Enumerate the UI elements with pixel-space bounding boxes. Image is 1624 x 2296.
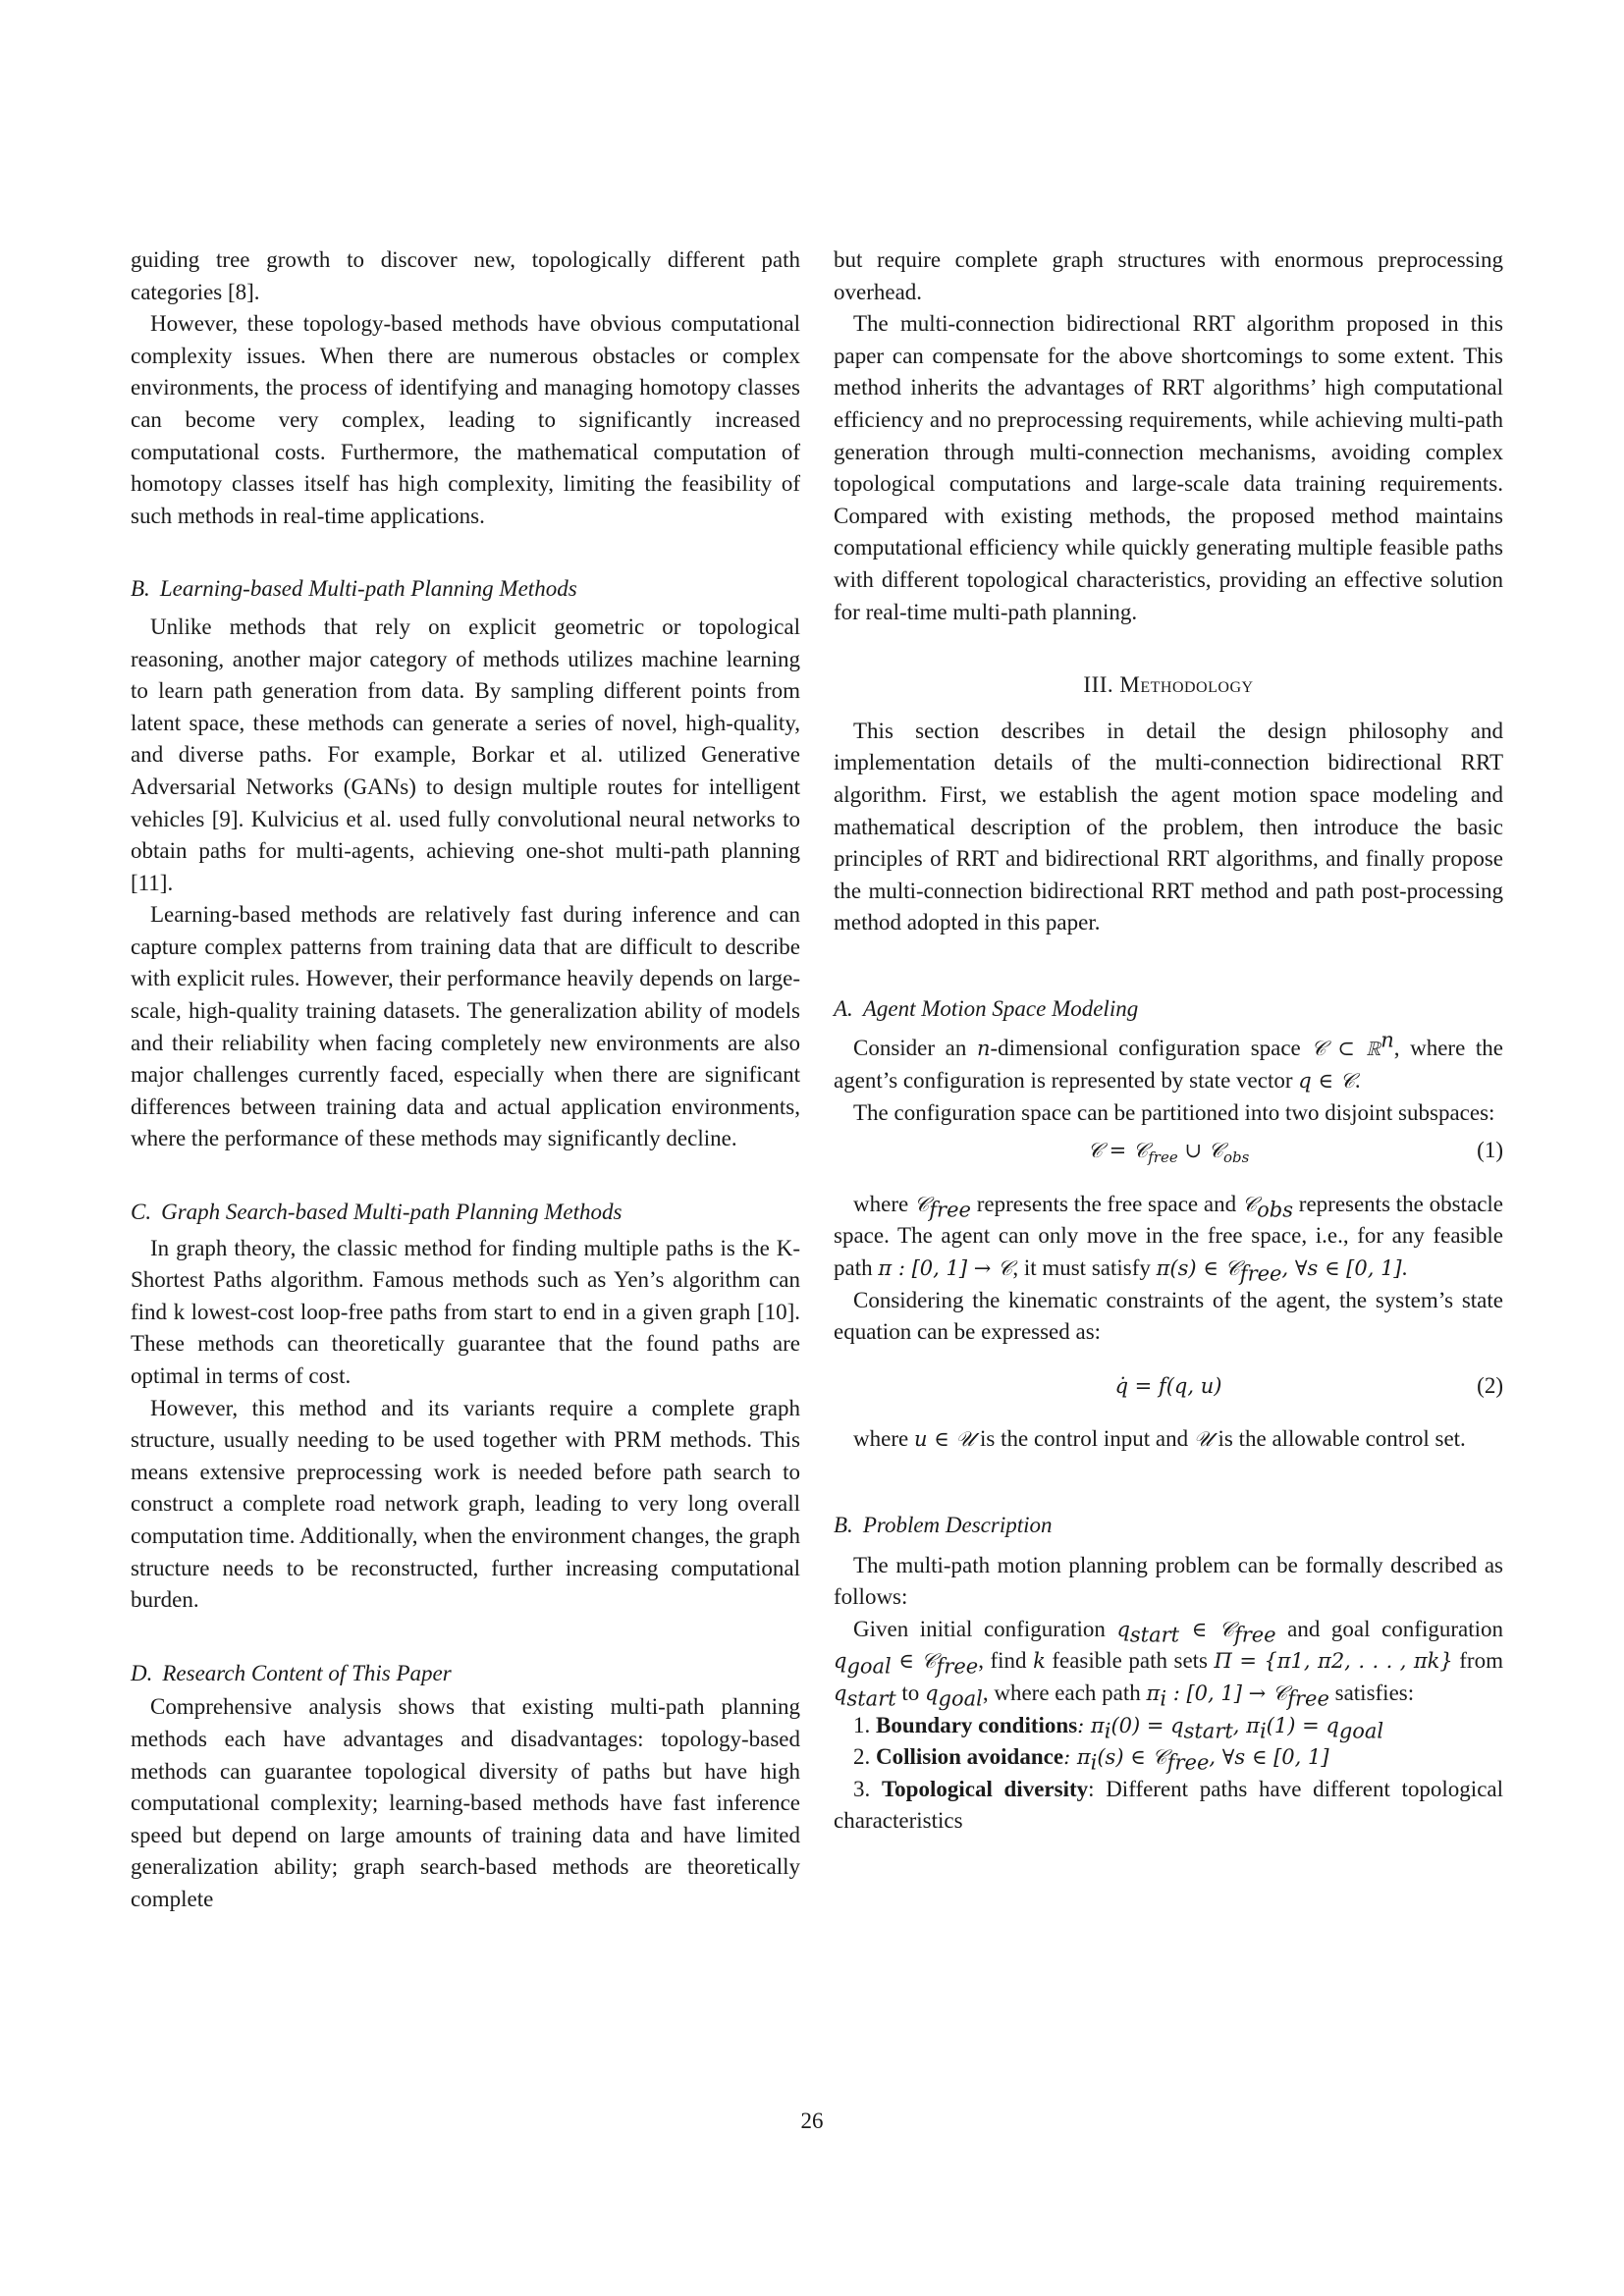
paragraph-graph-2: However, this method and its variants require a complete graph structure, usually needing to be used together with PRM methods. This means extensive preprocessing work is needed before path search to construct a complete road network graph, leading to very long overall computation time. Additionally, when the environment changes, the graph structure needs to be reconstructed, further increasing computational burden.	[131, 1395, 800, 1613]
math: ∈	[1179, 1617, 1219, 1641]
math-sub: i	[1259, 1719, 1267, 1743]
math: q	[1116, 1617, 1130, 1641]
text: , where each path	[982, 1680, 1147, 1705]
math-sub: free	[929, 1198, 971, 1222]
subsection-label: D.	[131, 1660, 153, 1685]
equation-number: (1)	[1477, 1138, 1503, 1163]
math: (s) ∈ 𝒞	[1097, 1745, 1167, 1770]
text: represents the free space and	[970, 1191, 1242, 1216]
math-sub: i	[1104, 1719, 1111, 1743]
text: Given initial configuration	[853, 1616, 1117, 1641]
math: (0) = q	[1110, 1713, 1184, 1737]
text: satisfies:	[1328, 1680, 1415, 1705]
math: u ∈ 𝒰	[913, 1427, 975, 1452]
list-number: 1.	[853, 1712, 871, 1737]
subsection-title: Graph Search-based Multi-path Planning Methods	[161, 1200, 623, 1225]
math: 𝒞	[1272, 1681, 1288, 1705]
text: and goal configuration	[1275, 1616, 1503, 1641]
math: Π = {π	[1214, 1649, 1291, 1674]
subsection-label: C.	[131, 1200, 152, 1225]
subsection-title: Research Content of This Paper	[162, 1660, 452, 1685]
math: 𝒰	[1193, 1427, 1213, 1452]
condition-boundary	[834, 1710, 1503, 1742]
right-column	[834, 244, 1503, 1838]
subsection-heading-d	[131, 1658, 800, 1690]
text: Consider an	[853, 1036, 977, 1061]
math-sub: free	[1148, 1148, 1178, 1167]
paragraph-control-input	[834, 1423, 1503, 1456]
subsection-label: B.	[834, 1513, 853, 1537]
subsection-heading-c	[131, 1197, 800, 1229]
paragraph-learning-2: Learning-based methods are relatively fast during inference and can capture complex patterns from training data that are difficult to describe with explicit rules. However, their performance heavily depends on large-scale, high-quality training datasets. The generalization ability of models and their reliability when facing completely new environments are also major challenges currently faced, especially when there are significant differences between training data and actual application environments, where the performance of these methods may significantly decline.	[131, 902, 800, 1151]
math-sub: free	[1287, 1686, 1329, 1711]
paragraph-methodology-intro: This section describes in detail the design philosophy and implementation details of the multi-connection bidirectional RRT algorithm. First, we establish the agent motion space modeling and mathematical description of the problem, then introduce the basic principles of RRT and bidirectional RRT algorithms, and finally propose the multi-connection bidirectional RRT method and path post-processing method adopted in this paper.	[834, 718, 1503, 935]
math: k	[1033, 1649, 1046, 1674]
subsection-title: Learning-based Multi-path Planning Methods	[159, 576, 577, 602]
math: π(s) ∈ 𝒞	[1156, 1256, 1240, 1281]
paragraph-problem-statement	[834, 1614, 1503, 1710]
condition-label: Topological diversity	[881, 1776, 1089, 1801]
math-config-space: 𝒞 ⊂ ℝ	[1311, 1037, 1381, 1061]
math-superscript: n	[1380, 1028, 1394, 1052]
paragraph-config-space	[834, 1028, 1503, 1096]
math-sub: free	[936, 1654, 979, 1679]
math-sub: goal	[938, 1686, 983, 1711]
text: where	[853, 1191, 914, 1216]
math-n: n	[976, 1037, 991, 1061]
paragraph-learning-1: Unlike methods that rely on explicit geometric or topological reasoning, another major category of methods utilizes machine learning to learn path generation from data. By sampling different points from latent space, these methods can generate a series of novel, high-quality, and diverse paths. For example, Borkar et al. utilized Generative Adversarial Networks (GANs) to design multiple routes for intelligent vehicles [9]. Kulvicius et al. used fully convolutional neural networks to obtain paths for multi-agents, achieving one-shot multi-path planning [11].	[131, 614, 800, 895]
math: 𝒞	[913, 1192, 930, 1216]
text: .	[1401, 1255, 1408, 1281]
math: q	[834, 1681, 847, 1705]
subsection-title: Agent Motion Space Modeling	[862, 995, 1139, 1021]
math: , ∀s ∈ [0, 1]	[1281, 1256, 1402, 1281]
subsection-title: Problem Description	[862, 1513, 1053, 1537]
equation-2	[834, 1370, 1503, 1403]
math-sub: free	[1166, 1750, 1210, 1775]
math: ∪ 𝒞	[1177, 1139, 1223, 1163]
text: feasible path sets	[1045, 1648, 1215, 1674]
paragraph-graph-1: In graph theory, the classic method for finding multiple paths is the K-Shortest Paths algorithm. Famous methods such as Yen’s algorithm can find k lowest-cost loop-free paths from start to end in a given graph [10]. These methods can theoretically guarantee that the found paths are optimal in terms of cost.	[131, 1235, 800, 1388]
math: 𝒞	[1241, 1192, 1258, 1216]
subsection-heading-problem	[834, 1510, 1503, 1542]
math: 𝒞	[921, 1649, 937, 1674]
left-column	[131, 244, 800, 1916]
equation-number: (2)	[1477, 1372, 1503, 1398]
math-sub: i	[1090, 1750, 1098, 1775]
math: π : [0, 1] → 𝒞	[878, 1256, 1013, 1281]
text: , it must satisfy	[1012, 1255, 1157, 1281]
subsection-heading-b	[131, 573, 800, 606]
math-sub: goal	[846, 1654, 892, 1679]
paragraph-proposed-method: The multi-connection bidirectional RRT algorithm proposed in this paper can compensate for the above shortcomings to some extent. This method inherits the advantages of RRT algorithms’ high computational efficiency and no preprocessing requirements, while achieving multi-path generation through multi-connection mechanisms, avoiding complex topological computations and large-scale data training requirements. Compared with existing methods, the proposed method maintains computational efficiency while quickly generating multiple feasible paths with different topological characteristics, providing an effective solution for real-time multi-path planning.	[834, 311, 1503, 624]
condition-label: Boundary conditions	[876, 1712, 1078, 1737]
paragraph-topology-issues: However, these topology-based methods have obvious computational complexity issues. When there are numerous obstacles or complex environments, the process of identifying and managing homotopy classes can become very complex, leading to significantly increased computational costs. Furthermore, the mathematical computation of homotopy classes itself has high complexity, limiting the feasibility of such methods in real-time applications.	[131, 311, 800, 528]
text: : Different paths have different topological characteristics	[834, 1776, 1504, 1834]
text: , find	[978, 1648, 1034, 1674]
math-sub: i	[1160, 1686, 1167, 1711]
math-sub: free	[1233, 1623, 1276, 1647]
math-state-vector: q ∈ 𝒞	[1298, 1069, 1355, 1094]
math-sub: obs	[1257, 1198, 1294, 1222]
list-number: 3.	[853, 1776, 871, 1801]
paragraph-partition: The configuration space can be partitioned into two disjoint subspaces:	[853, 1099, 1495, 1125]
text: -dimensional configuration space	[990, 1036, 1312, 1061]
subsection-heading-agent-motion	[834, 993, 1503, 1026]
math: 1, π2, . . . , πk}	[1290, 1649, 1453, 1674]
math: (1) = q	[1266, 1713, 1339, 1737]
math: q	[925, 1681, 939, 1705]
math: : π	[1077, 1713, 1105, 1737]
text: from	[1452, 1648, 1503, 1674]
subsection-label: A.	[834, 995, 853, 1021]
condition-label: Collision avoidance	[876, 1744, 1064, 1770]
text: where	[853, 1426, 914, 1452]
equation-expression: q̇ = f(q, u)	[1114, 1373, 1222, 1398]
math: 𝒞 = 𝒞	[1087, 1139, 1149, 1163]
paragraph-continued: but require complete graph structures with enormous preprocessing overhead.	[834, 247, 1503, 304]
text: is the allowable control set.	[1212, 1426, 1466, 1452]
paragraph-problem-intro: The multi-path motion planning problem can be formally described as follows:	[834, 1552, 1503, 1610]
math-sub: start	[1183, 1719, 1233, 1743]
text: to	[895, 1680, 926, 1705]
math: ∈	[891, 1649, 922, 1674]
equation-expression	[1087, 1139, 1250, 1167]
math: π	[1146, 1681, 1161, 1705]
section-heading-methodology: III. Methodology	[1083, 672, 1254, 698]
math-sub: obs	[1222, 1148, 1250, 1167]
paragraph-intro-continued: guiding tree growth to discover new, topologically different path categories [8].	[131, 247, 800, 304]
list-number: 2.	[853, 1744, 871, 1770]
math-sub: start	[1129, 1623, 1180, 1647]
condition-collision	[834, 1741, 1503, 1774]
text: .	[1354, 1068, 1361, 1094]
page-number: 26	[800, 2109, 824, 2133]
paragraph-free-space	[834, 1189, 1503, 1285]
text: represents the obstacle space. The agent can only move in the free space, i.e., for any feasible path	[834, 1191, 1503, 1281]
condition-topological	[834, 1774, 1503, 1838]
math: : π	[1063, 1745, 1091, 1770]
math: 𝒞	[1218, 1617, 1234, 1641]
paragraph-research-content: Comprehensive analysis shows that existing multi-path planning methods each have advantages and disadvantages: topology-based methods can guarantee topological diversity of paths but have high computational complexity; learning-based methods have fast inference speed but depend on large amounts of training data and have limited generalization ability; graph search-based methods are theoretically complete	[131, 1694, 800, 1911]
text: , where the agent’s configuration is represented by state vector	[834, 1036, 1503, 1094]
math: q	[834, 1649, 847, 1674]
math: , π	[1232, 1713, 1260, 1737]
math-sub: start	[846, 1686, 896, 1711]
math: , ∀s ∈ [0, 1]	[1209, 1745, 1329, 1770]
math: : [0, 1] →	[1166, 1681, 1272, 1705]
subsection-label: B.	[131, 576, 150, 602]
text: is the control input and	[974, 1426, 1194, 1452]
math-sub: free	[1239, 1261, 1282, 1286]
equation-1	[834, 1135, 1503, 1167]
paragraph-kinematic: Considering the kinematic constraints of the agent, the system’s state equation can be expressed as:	[834, 1287, 1503, 1345]
math-sub: goal	[1338, 1719, 1384, 1743]
